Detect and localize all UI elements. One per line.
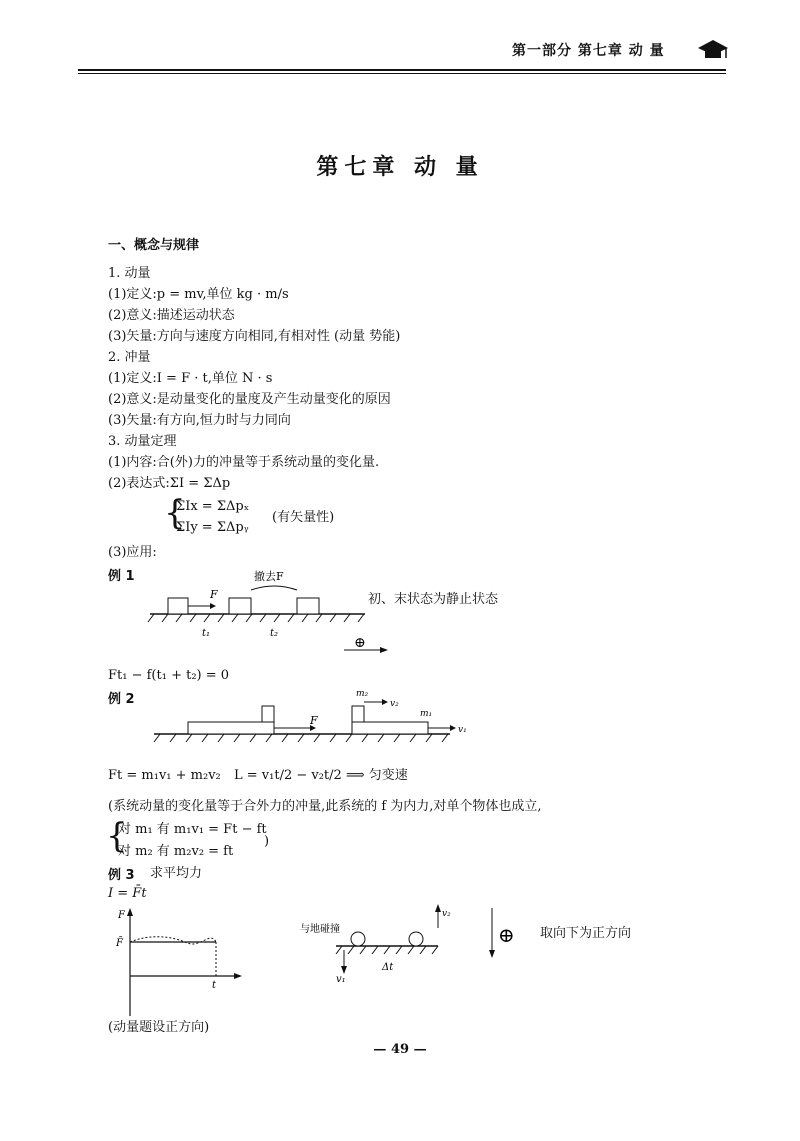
example3-equation: I = F̄t <box>108 886 147 901</box>
running-header: 第一部分 第七章 动 量 <box>512 43 665 59</box>
v2-label: v₂ <box>390 699 399 709</box>
v2-label: v₂ <box>442 909 451 919</box>
force-label: F <box>210 588 218 601</box>
example-label: 例 1 <box>108 569 135 584</box>
text-line: (3)应用: <box>108 545 157 560</box>
positive-direction-icon: ⊕ <box>354 635 366 651</box>
text-line: (3)矢量:方向与速度方向相同,有相对性 (动量 势能) <box>108 329 401 344</box>
direction-note: 取向下为正方向 <box>540 926 632 941</box>
text-line: (2)意义:是动量变化的量度及产生动量变化的原因 <box>108 392 391 407</box>
header-rule <box>78 69 726 71</box>
graduation-cap-icon <box>696 36 730 62</box>
text-line: (1)内容:合(外)力的冲量等于系统动量的变化量. <box>108 455 380 470</box>
example2-case-2: 对 m₂ 有 m₂v₂ = ft <box>118 844 234 859</box>
fbar-label: F̄ <box>116 938 123 949</box>
text-line: (1)定义:p = mv,单位 kg · m/s <box>108 287 289 302</box>
example2-equation-2: L = v₁t/2 − v₂t/2 ⟹ 匀变速 <box>234 768 408 783</box>
page-number: — 49 — <box>373 1042 427 1057</box>
example2-note: (系统动量的变化量等于合外力的冲量,此系统的 f 为内力,对单个物体也成立, <box>108 799 542 814</box>
ground-collision-figure <box>296 900 456 990</box>
example2-equation-1: Ft = m₁v₁ + m₂v₂ <box>108 768 221 783</box>
closing-paren: ) <box>264 834 270 849</box>
left-brace: { <box>164 493 186 533</box>
example2-figure <box>150 682 480 744</box>
example1-note: 初、末状态为静止状态 <box>368 592 499 607</box>
positive-direction-icon: ⊕ <box>498 923 515 947</box>
example-label: 例 3 <box>108 868 135 883</box>
text-line: (3)矢量:有方向,恒力时与力同向 <box>108 413 291 428</box>
remove-force-label: 撤去F <box>254 570 284 583</box>
t2-label: t₂ <box>270 628 279 639</box>
example2-case-1: 对 m₁ 有 m₁v₁ = Ft − ft <box>118 822 267 837</box>
text-line: 1. 动量 <box>108 266 151 281</box>
v1-label: v₁ <box>336 974 346 985</box>
text-line: ΣIx = ΣΔpₓ <box>176 499 250 514</box>
text-line: ΣIy = ΣΔpᵧ <box>176 520 249 535</box>
chapter-title: 第七章 动 量 <box>316 154 484 180</box>
header-rule-thin <box>78 73 726 74</box>
text-line: (有矢量性) <box>272 510 335 525</box>
force-label: F <box>310 714 318 727</box>
text-line: (2)意义:描述运动状态 <box>108 308 235 323</box>
t-axis-label: t <box>212 980 217 991</box>
left-brace: { <box>106 816 128 856</box>
t1-label: t₁ <box>202 628 211 639</box>
text-line: (1)定义:I = F · t,单位 N · s <box>108 371 273 386</box>
f-axis-label: F <box>118 910 125 921</box>
example1-figure <box>140 560 400 660</box>
ground-collision-label: 与地碰撞 <box>300 924 340 935</box>
text-line: 3. 动量定理 <box>108 434 177 449</box>
v1-label: v₁ <box>458 725 467 735</box>
text-line: 2. 冲量 <box>108 350 151 365</box>
text-line: (2)表达式:ΣI = ΣΔp <box>108 476 231 491</box>
section-title: 一、概念与规律 <box>108 238 200 253</box>
m1-label: m₁ <box>420 709 433 719</box>
m2-label: m₂ <box>356 689 369 699</box>
footer-note: (动量题设正方向) <box>108 1020 210 1035</box>
force-time-graph <box>110 906 250 1024</box>
example-label: 例 2 <box>108 692 135 707</box>
positive-direction-figure <box>484 906 534 962</box>
example3-title: 求平均力 <box>150 866 203 881</box>
example1-equation: Ft₁ − f(t₁ + t₂) = 0 <box>108 668 230 683</box>
dt-label: Δt <box>382 962 394 973</box>
